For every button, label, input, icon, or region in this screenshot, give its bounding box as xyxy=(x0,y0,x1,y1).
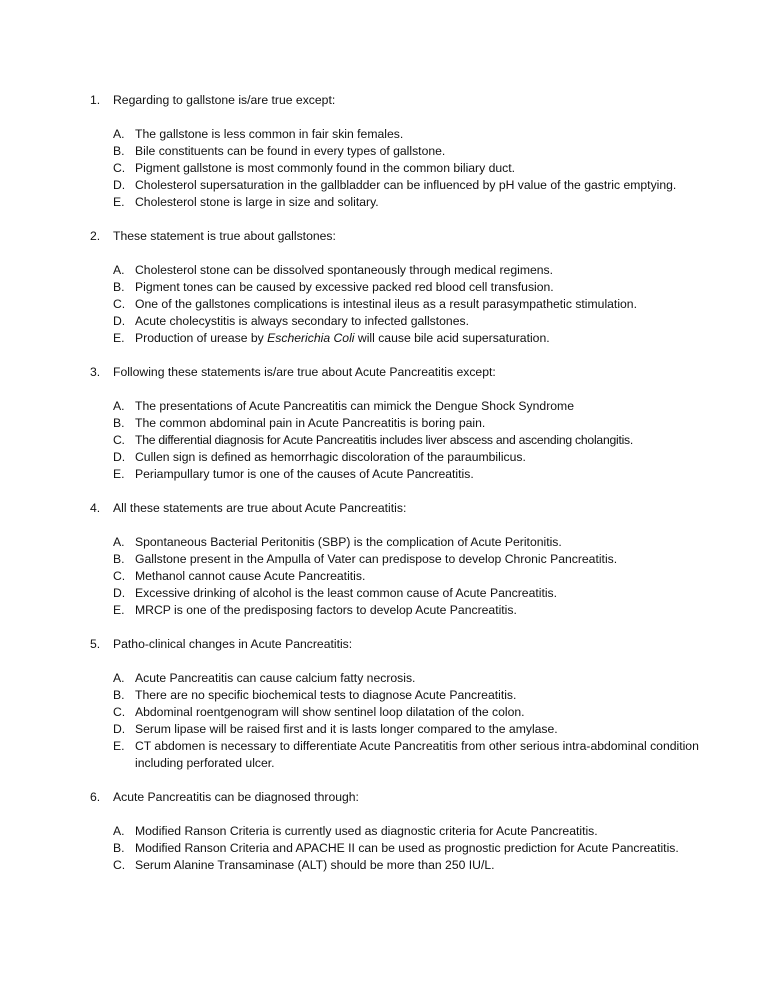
option-text: Periampullary tumor is one of the causes of Acute Pancreatitis. xyxy=(135,467,474,481)
option-letter: D. xyxy=(113,314,126,328)
option-letter: A. xyxy=(113,263,125,277)
option-list xyxy=(90,823,728,874)
option-item xyxy=(113,670,728,687)
option-item xyxy=(113,585,728,602)
option-text: Bile constituents can be found in every types of gallstone. xyxy=(135,144,446,158)
option-text xyxy=(135,330,728,347)
option-text: Abdominal roentgenogram will show sentinel loop dilatation of the colon. xyxy=(135,705,525,719)
option-item xyxy=(113,143,728,160)
option-text: Cholesterol supersaturation in the gallbladder can be influenced by pH value of the gastric emptying. xyxy=(135,178,677,192)
option-item xyxy=(113,857,728,874)
option-text: Modified Ranson Criteria is currently used as diagnostic criteria for Acute Pancreatitis. xyxy=(135,824,598,838)
option-item xyxy=(113,194,728,211)
option-letter: D. xyxy=(113,178,126,192)
option-item xyxy=(113,721,728,738)
option-letter: B. xyxy=(113,841,125,855)
option-item xyxy=(113,296,728,313)
option-text: Gallstone present in the Ampulla of Vater can predispose to develop Chronic Pancreatitis. xyxy=(135,552,618,566)
option-letter: A. xyxy=(113,127,125,141)
option-letter: C. xyxy=(113,161,126,175)
question-4 xyxy=(90,500,728,619)
question-stem: Regarding to gallstone is/are true except: xyxy=(113,93,336,107)
question-stem: These statement is true about gallstones: xyxy=(113,229,336,243)
option-list xyxy=(90,670,728,772)
option-item xyxy=(113,415,728,432)
option-text: Cholesterol stone can be dissolved spontaneously through medical regimens. xyxy=(135,263,554,277)
option-text: Pigment gallstone is most commonly found in the common biliary duct. xyxy=(135,161,516,175)
option-item xyxy=(113,313,728,330)
option-text: Methanol cannot cause Acute Pancreatitis. xyxy=(135,569,366,583)
option-letter: E. xyxy=(113,603,125,617)
option-list xyxy=(90,126,728,211)
option-letter: D. xyxy=(113,586,126,600)
option-item xyxy=(113,126,728,143)
option-letter: B. xyxy=(113,416,125,430)
option-item xyxy=(113,330,728,347)
option-letter: A. xyxy=(113,824,125,838)
option-item xyxy=(113,262,728,279)
option-text: Cholesterol stone is large in size and solitary. xyxy=(135,195,379,209)
option-item xyxy=(113,160,728,177)
option-letter: C. xyxy=(113,569,126,583)
option-list xyxy=(90,534,728,619)
option-text: Spontaneous Bacterial Peritonitis (SBP) is the complication of Acute Peritonitis. xyxy=(135,535,562,549)
option-letter: C. xyxy=(113,433,125,447)
option-letter: E. xyxy=(113,195,125,209)
question-number: 6. xyxy=(90,790,101,804)
option-text: Pigment tones can be caused by excessive packed red blood cell transfusion. xyxy=(135,280,554,294)
option-letter: B. xyxy=(113,552,125,566)
option-text: The gallstone is less common in fair skin females. xyxy=(135,127,404,141)
option-text: The presentations of Acute Pancreatitis can mimick the Dengue Shock Syndrome xyxy=(135,399,574,413)
option-item xyxy=(113,823,728,840)
option-text-before: Production of urease by xyxy=(135,331,268,345)
question-number: 3. xyxy=(90,365,101,379)
option-item xyxy=(113,840,728,857)
option-text: One of the gallstones complications is intestinal ileus as a result parasympathetic stimulation. xyxy=(135,297,637,311)
option-letter: B. xyxy=(113,688,125,702)
option-item xyxy=(113,602,728,619)
option-letter: C. xyxy=(113,858,126,872)
question-5 xyxy=(90,636,728,772)
option-item xyxy=(113,177,728,194)
option-list xyxy=(90,398,728,483)
question-stem: Following these statements is/are true about Acute Pancreatitis except: xyxy=(113,365,496,379)
question-stem: All these statements are true about Acute Pancreatitis: xyxy=(113,501,407,515)
organism-name-italic: Escherichia Coli xyxy=(267,331,355,345)
option-letter: B. xyxy=(113,280,125,294)
option-letter: E. xyxy=(113,467,125,481)
option-list xyxy=(90,262,728,347)
question-stem: Patho-clinical changes in Acute Pancreatitis: xyxy=(113,637,353,651)
option-letter: A. xyxy=(113,399,125,413)
option-text: Excessive drinking of alcohol is the least common cause of Acute Pancreatitis. xyxy=(135,586,558,600)
option-item xyxy=(113,534,728,551)
option-text: The differential diagnosis for Acute Pancreatitis includes liver abscess and ascending cholangitis. xyxy=(135,433,634,447)
option-letter: A. xyxy=(113,671,125,685)
option-letter: D. xyxy=(113,450,126,464)
option-item xyxy=(113,687,728,704)
option-item xyxy=(113,466,728,483)
option-letter: C. xyxy=(113,705,126,719)
question-stem: Acute Pancreatitis can be diagnosed through: xyxy=(113,790,359,804)
question-number: 5. xyxy=(90,637,101,651)
option-text: Acute Pancreatitis can cause calcium fatty necrosis. xyxy=(135,671,416,685)
option-item xyxy=(113,398,728,415)
question-number: 1. xyxy=(90,93,101,107)
question-2 xyxy=(90,228,728,347)
option-text: The common abdominal pain in Acute Pancreatitis is boring pain. xyxy=(135,416,486,430)
option-item xyxy=(113,738,728,772)
option-item xyxy=(113,449,728,466)
option-text: Serum lipase will be raised first and it is lasts longer compared to the amylase. xyxy=(135,722,558,736)
option-letter: B. xyxy=(113,144,125,158)
option-text: Serum Alanine Transaminase (ALT) should be more than 250 IU/L. xyxy=(135,858,495,872)
option-text: MRCP is one of the predisposing factors to develop Acute Pancreatitis. xyxy=(135,603,517,617)
option-text: Modified Ranson Criteria and APACHE II can be used as prognostic prediction for Acute Pancreatitis. xyxy=(135,841,679,855)
question-number: 2. xyxy=(90,229,101,243)
option-text: CT abdomen is necessary to differentiate Acute Pancreatitis from other serious intra-abdominal condition including perforated ulcer. xyxy=(135,739,699,770)
option-text: Acute cholecystitis is always secondary to infected gallstones. xyxy=(135,314,469,328)
option-item xyxy=(113,704,728,721)
option-text: There are no specific biochemical tests to diagnose Acute Pancreatitis. xyxy=(135,688,517,702)
question-number: 4. xyxy=(90,501,101,515)
question-6 xyxy=(90,789,728,874)
option-text-after: will cause bile acid supersaturation. xyxy=(354,331,550,345)
option-letter: A. xyxy=(113,535,125,549)
option-letter: E. xyxy=(113,331,125,345)
option-item xyxy=(113,279,728,296)
option-letter: E. xyxy=(113,739,125,753)
question-1 xyxy=(90,92,728,211)
option-letter: C. xyxy=(113,297,126,311)
option-item xyxy=(113,568,728,585)
option-item xyxy=(113,432,728,449)
option-letter: D. xyxy=(113,722,126,736)
option-text: Cullen sign is defined as hemorrhagic discoloration of the paraumbilicus. xyxy=(135,450,526,464)
option-item xyxy=(113,551,728,568)
question-3 xyxy=(90,364,728,483)
